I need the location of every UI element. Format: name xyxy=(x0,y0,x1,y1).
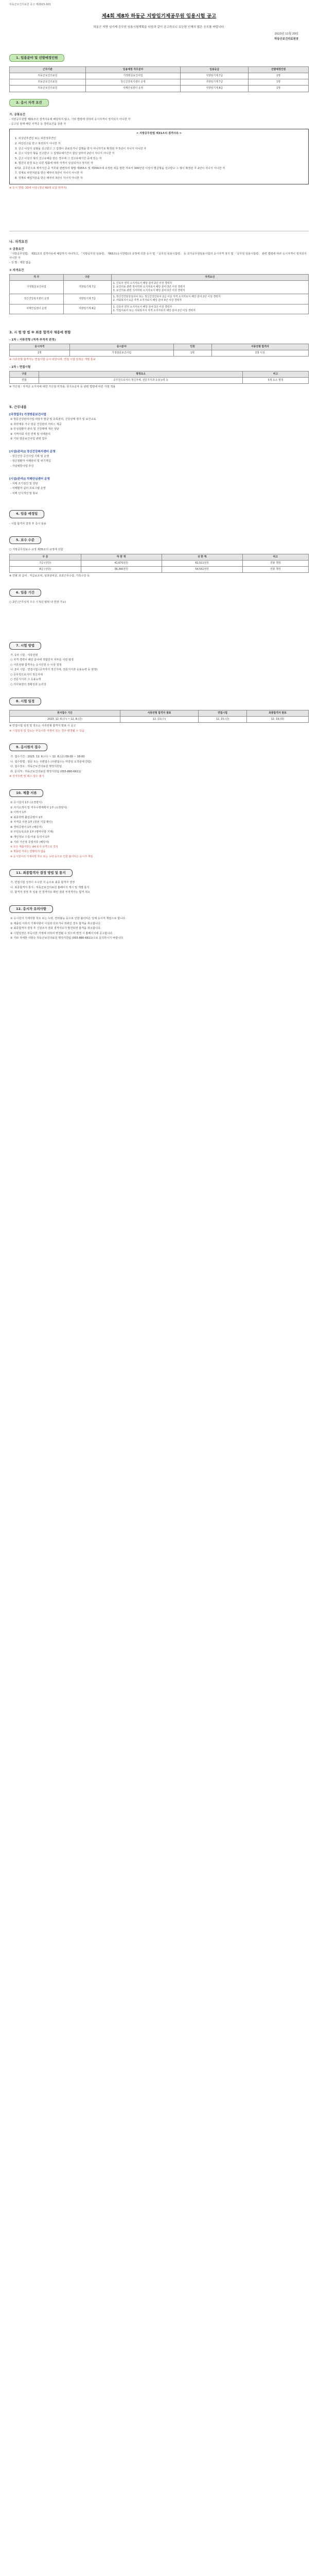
section-heading: 5. 근무내용 xyxy=(9,404,27,409)
notice-page xyxy=(9,0,309,941)
table-cell: 치매안심센터 운영 xyxy=(85,86,180,92)
list-item: ※ 제출된 서류는 반환하지 않음 xyxy=(10,850,46,854)
paragraph: ※ 연봉 외 급여 : 직급보조비, 성과상여금, 초과근무수당, 가족수당 등 xyxy=(9,574,90,578)
table-header: 직 무 xyxy=(10,274,64,280)
disqualification-box xyxy=(9,129,309,184)
list-item: ○ 전문지식과 그 응용능력 xyxy=(10,678,41,682)
table-cell: 지방임기제 7급 xyxy=(181,79,249,86)
subheading: [시설(관리)] 정신건강복지센터 운영 xyxy=(9,450,56,453)
table-header: 구분 xyxy=(63,274,111,280)
paragraph: - 시험 합격자 결정 후 즉시 임용 xyxy=(9,522,46,526)
table-cell: 지방임기제 7급 xyxy=(63,281,111,294)
list-item: ③ 이력서 1부 xyxy=(10,811,27,815)
table-header: 서류전형 합격자 발표 xyxy=(120,710,199,716)
paragraph: 「지방공무원법」 제31조의 결격사유에 해당하지 아니하고, 「지방공무원 임용령」 제65조(응시연령)의 규정에 의한 응시 및 「공무원 임용시험령」 등 국가공무원임용시험의 응시자격 정지 및 「공무원 임용시험령」 관련 법령에 따라 응시자격이 정지되지 아니한 자 xyxy=(9,252,307,260)
table-header: 원서접수 기간 xyxy=(10,710,120,716)
table-cell: 1명 xyxy=(249,79,309,86)
list-item: ⑥ 경력증명서 1부 (해당자) xyxy=(10,825,43,829)
table-row xyxy=(10,716,309,722)
table-row xyxy=(10,350,309,357)
interview-table xyxy=(9,371,309,384)
table-cell: 지방임기제 7급 xyxy=(63,294,111,304)
list-item: - 정신건강 증진사업 기획 및 운영 xyxy=(10,454,49,458)
table-cell: 1명 xyxy=(173,350,211,357)
table-header: 구분 xyxy=(10,371,39,378)
list-item: ※ 모든 제출서류는 A4 용지 규격으로 작성 xyxy=(10,845,58,849)
table-cell: 1. 정신건강임상심리사 또는 정신건강간호사 2급 이상 자격 소지자로서 해당 분야 2년 이상 경력자 2. 사회복지사 1급 자격 소지자로서 해당 분야 3년 이상 경력자 xyxy=(111,294,308,304)
table-cell: 36,390천원 xyxy=(81,567,162,573)
paragraph: - 지방공무원법 제31조의 결격사유에 해당하지 않고, 기타 법령에 의하여 응시자격이 정지되지 아니한 자 xyxy=(9,117,131,121)
subheading: - 1차 : 서류전형 (적격·부적격 판정) xyxy=(9,338,56,342)
table-cell: 1명 xyxy=(10,350,70,357)
table-header: 인원 xyxy=(173,344,211,350)
paragraph: - 공고일 현재 해당 자격증 등 경력요건을 갖춘 자 xyxy=(9,123,66,126)
section-heading: 6. 임용 기간 xyxy=(9,589,41,597)
section-heading: 나. 자격요건 xyxy=(9,239,28,244)
subheading: [시설(관리)] 치매안심센터 운영 xyxy=(9,477,50,481)
table-header: 평정요소 xyxy=(39,371,243,378)
table-header: 임용등급 xyxy=(181,67,249,73)
list-item: ○ 공무원으로서의 정신자세 xyxy=(10,673,43,676)
qualification-table xyxy=(9,274,309,314)
list-item: 2. 파산선고를 받고 복권되지 아니한 자 xyxy=(15,142,61,146)
table-header: 응시자격 xyxy=(10,344,70,350)
table-cell: 2023. 12. 6.(수) ~ 12. 8.(금) xyxy=(10,716,120,722)
list-item: 7. 징계로 파면처분을 받은 때부터 5년이 지나지 아니한 자 xyxy=(15,172,83,175)
table-cell: 지방임기제 8급 xyxy=(63,304,111,314)
list-item: ○ 서류전형 합격자는 응시인원 수 이상 결정 xyxy=(10,663,62,667)
table-cell: 정신건강복지센터 운영 xyxy=(85,79,180,86)
list-item: 6의2. 공무원으로 재직기간 중 직무와 관련하여 형법 제355조 및 제356조에 규정된 죄를 범한 자로서 300만원 이상의 벌금형을 선고받고 그 형이 확정된 후 2년이 지나지 아니한 자 xyxy=(15,166,225,170)
table-cell: 41,670천원 xyxy=(81,560,162,566)
table-header: 비고 xyxy=(242,554,308,560)
table-header: 선발예정인원 xyxy=(249,67,309,73)
section-heading: 3. 시 험 방 법 ※ 최종 합격자 채용에 한함 xyxy=(9,330,71,334)
table-header: 구 분 xyxy=(10,554,81,560)
list-item: ○ 자격·경력이 해당 분야에 적합한지 여부를 서면 평정 xyxy=(10,658,74,662)
list-item: ② 제출된 서류의 기재사항이 사실과 다르거나 허위인 경우 합격을 취소합니다. xyxy=(10,922,101,925)
list-item: ※ 응시원서의 기재사항 착오 또는 누락 등으로 인한 불이익은 응시자 책임 xyxy=(10,855,93,858)
section-heading: 2. 응시 자격 요건 xyxy=(9,99,49,107)
intro-text: 하동군 지방 임기제 공무원 임용시험계획을 다음과 같이 공고하오니 유능한 인재의 많은 응모를 바랍니다. xyxy=(93,26,225,29)
table-cell: 지방임기제 7급 xyxy=(181,73,249,79)
subheading: 가. 공통요건 xyxy=(9,113,26,116)
list-item: ④ 지역사회 자원 연계 및 사례관리 xyxy=(10,432,51,436)
list-item: ○ 의사표현의 정확성과 논리성 xyxy=(10,683,46,686)
schedule-table xyxy=(9,710,309,723)
table-header: 최종합격자 발표 xyxy=(246,710,308,716)
notice-number: 하동군보건의료원 공고 제2023-163 xyxy=(9,3,51,6)
table-cell: 연봉 책정 xyxy=(242,567,308,573)
list-item: ⑤ 기타 자세한 사항은 하동군보건의료원 행정지원팀 (055-880-6611)으로 문의하시기 바랍니다. xyxy=(10,937,124,940)
page-title: 제4회 제8차 하동군 지방임기제공무원 임용시험 공고 xyxy=(101,13,217,20)
list-item: ⑤ 자격증 사본 1부 (원본 지참 확인) xyxy=(10,821,53,824)
table-cell: 하동군보건의료원 xyxy=(10,73,86,79)
table-cell: 1명 xyxy=(249,86,309,92)
table-header: 자격요건 xyxy=(111,274,308,280)
table-cell: 가정방문보건사업 xyxy=(10,281,64,294)
list-item: 4. 금고 이상의 형을 선고받고 그 집행유예기간이 끝난 날부터 2년이 지나지 아니한 자 xyxy=(15,152,115,156)
red-note: ※ 서류전형 합격자는 면접시험 응시 대상이며, 면접 시험 일정은 개별 통보 xyxy=(9,358,96,362)
list-item: ⑤ 기타 방문보건사업 관련 업무 xyxy=(10,437,47,441)
paragraph: ※ 가산점 : 자격증 소지자에 대한 가산점 미적용, 국가유공자 등 관련 법령에 따른 가점 적용 xyxy=(9,385,116,389)
section-heading: 5. 보수 수준 xyxy=(9,536,41,544)
table-cell: 정신건강복지센터 운영 xyxy=(10,294,64,304)
list-item: ⑦ 주민등록초본 1부 (병역사항 기재) xyxy=(10,831,54,834)
list-item: 가. 면접시험 성적이 우수한 자 순으로 최종 합격자 결정 xyxy=(10,881,75,885)
list-item: 가. 1차 시험 : 서류전형 xyxy=(10,653,38,657)
list-item: ① 응시원서 기재사항 착오 또는 누락, 연락불능 등으로 인한 불이익은 일체 응시자 책임으로 합니다. xyxy=(10,917,126,920)
table-cell: 1. 간호사 면허 소지자로서 해당 분야 1년 이상 경력자 2. 작업치료사 또는 사회복지사 자격 소지자로서 해당 분야 2년 이상 경력자 xyxy=(111,304,308,314)
list-item: 나. 접수방법 : 방문 또는 우편접수 (우편접수는 마감일 도착분에 한함) xyxy=(10,760,92,764)
section-heading: 11. 최종합격자 결정 방법 및 통지 xyxy=(9,869,73,877)
list-item: - 정신질환자 사례관리 및 위기개입 xyxy=(10,460,51,463)
list-item: ① 방문건강관리사업 대상자 발굴 및 등록관리, 건강상태 평가 및 보건교육 xyxy=(10,418,96,421)
table-cell: 공무원으로서의 정신자세, 전문지식과 응용능력 등 xyxy=(39,378,243,384)
table-row xyxy=(10,304,309,314)
section-heading: 4. 임용 예정일 xyxy=(9,510,44,518)
list-item: ③ 최종합격자 결정 후 신원조사 결과 결격사유가 발견되면 합격을 취소합니다. xyxy=(10,927,101,930)
paragraph: ○ 지방공무원보수 규정 제35조의 규정에 의함 xyxy=(9,548,63,552)
salary-table xyxy=(9,554,309,573)
table-cell: 54,551천원 xyxy=(162,567,242,573)
table-cell: 가정방문보건사업 xyxy=(85,73,180,79)
table-cell: 1. 간호사 면허 소지자로서 해당 분야 2년 이상 경력자 2. 보건의료 관련 학사학위 소지자로서 해당 분야 3년 이상 경력자 3. 보건의료 관련 석사학위 소지자로서 해당 분야 1년 이상 경력자 xyxy=(111,281,308,294)
table-row xyxy=(10,560,309,566)
section-heading: 1. 임용분야 및 선발예정인원 xyxy=(9,54,64,62)
table-cell: 하동군보건의료원 xyxy=(10,86,86,92)
table-cell: 12. 13.(수) xyxy=(120,716,199,722)
list-item: 가. 접수기간 : 2023. 12. 6.(수) ~ 12. 8.(금) 09:00 ~ 18:00 xyxy=(10,755,85,759)
age-note: ※ 응시 연령: 20세 이상 (정년 60세 도달 전까지) xyxy=(9,187,67,190)
table-cell: 8급 (상당) xyxy=(10,567,81,573)
subheading: - 2차 : 면접시험 xyxy=(9,365,31,369)
table-header: 면접시험 xyxy=(199,710,247,716)
list-item: ① 응시원서 1부 (소정양식) xyxy=(10,801,43,805)
list-item: ④ 시험일정은 부득이한 사정에 의하여 변경될 수 있으며 변경 시 홈페이지에 공고합니다. xyxy=(10,931,113,935)
table-header: 응시분야 xyxy=(69,344,173,350)
section-heading: 10. 제출 서류 xyxy=(9,789,43,797)
list-item: - 치매 인식개선 및 홍보 xyxy=(10,492,38,495)
table-row xyxy=(10,79,309,86)
list-item: ⑨ 기타 가산점 증빙서류 (해당자) xyxy=(10,840,49,844)
list-item: ③ 만성질환자 관리 및 건강행태 개선 상담 xyxy=(10,428,59,431)
table-cell: 1명 xyxy=(249,73,309,79)
list-item: 6. 법원의 판결 또는 다른 법률에 따라 자격이 상실되거나 정지된 자 xyxy=(15,162,93,165)
table-cell: 지방임기제 8급 xyxy=(181,86,249,92)
table-row xyxy=(10,294,309,304)
table-header: 서류전형 합격자 xyxy=(211,344,308,350)
table-cell: 1명 이상 xyxy=(211,350,308,357)
list-item: ⑧ 개인정보 수집·이용 동의서 1부 xyxy=(10,836,50,839)
table-cell: 면접 xyxy=(10,378,39,384)
list-item: 3. 금고 이상의 실형을 선고받고 그 집행이 종료되거나 집행을 받지 아니하기로 확정된 후 5년이 지나지 아니한 자 xyxy=(15,147,147,150)
list-item: - 치매 조기검진 및 상담 xyxy=(10,482,38,485)
list-item: 8. 징계로 해임처분을 받은 때부터 3년이 지나지 아니한 자 xyxy=(15,176,83,180)
table-cell: 7급 (상당) xyxy=(10,560,81,566)
section-heading: 12. 응시자 유의사항 xyxy=(9,905,53,913)
list-item: - 자살예방사업 추진 xyxy=(10,464,34,468)
section-heading: 7. 시험 방법 xyxy=(9,642,41,650)
table-cell: 하동군보건의료원 xyxy=(10,79,86,86)
list-item: - 치매환자 쉼터 프로그램 운영 xyxy=(10,487,46,490)
red-note: ※ 전자우편 및 팩스 접수 불가 xyxy=(9,775,44,778)
table-row xyxy=(10,281,309,294)
table-cell: 12. 15.(금) xyxy=(199,716,247,722)
list-item: 라. 문의처 : 하동군보건의료원 행정지원팀 (055-880-6611) xyxy=(10,770,81,773)
list-item: ② 자기소개서 및 직무수행계획서 1부 (소정양식) xyxy=(10,806,67,809)
subheading: ② 자격요건 xyxy=(9,268,24,272)
paragraph: ○ 2년 (근무성적 우수 시 5년 범위 내 연장 가능) xyxy=(9,600,66,604)
section-heading: 8. 시험 일정 xyxy=(9,698,41,705)
section-heading: 9. 응시원서 접수 xyxy=(9,743,47,751)
paragraph: - 성 별 : 제한 없음 xyxy=(9,261,31,265)
screening-table xyxy=(9,344,309,357)
list-item: 다. 접수장소 : 하동군보건의료원 행정지원팀 xyxy=(10,765,62,769)
table-header: 임용예정 직무분야 xyxy=(85,67,180,73)
subheading: ① 공통요건 xyxy=(9,248,24,251)
red-note: ※ 시험일정 및 장소는 부득이한 사정이 있는 경우 변경될 수 있음 xyxy=(9,729,85,733)
table-header: 상 한 액 xyxy=(162,554,242,560)
list-item: 1. 피성년후견인 또는 피한정후견인 xyxy=(15,137,57,141)
table-row xyxy=(10,86,309,92)
list-item: ② 취약계층 가구 방문 건강관리 서비스 제공 xyxy=(10,422,62,426)
table-cell: 치매안심센터 운영 xyxy=(10,304,64,314)
table-header: 하 한 액 xyxy=(81,554,162,560)
list-item: 나. 최종합격자 통지 : 하동군보건의료원 홈페이지 게시 및 개별 통지 xyxy=(10,886,90,889)
list-item: 5. 금고 이상의 형의 선고유예를 받은 경우에 그 선고유예기간 중에 있는 자 xyxy=(15,157,102,160)
table-row xyxy=(10,567,309,573)
table-row xyxy=(10,378,309,384)
table-cell: 가정방문보건사업 xyxy=(69,350,173,357)
table-row xyxy=(10,73,309,79)
paragraph: ※ 면접시험 일정 및 장소는 서류전형 합격자 발표 시 공고 xyxy=(9,724,76,728)
table-cell: 12. 19.(화) xyxy=(246,716,308,722)
subheading: [국정업무] 가정방문보건사업 xyxy=(9,413,46,417)
table-cell: 5개 요소 평정 xyxy=(243,378,309,384)
table-header: 비고 xyxy=(243,371,309,378)
table-header: 근무기관 xyxy=(10,67,86,73)
recruitment-table xyxy=(9,66,309,92)
list-item: 다. 합격자 결정 후 임용 전 결격사유 확인 결과 부적격자는 합격 취소 xyxy=(10,891,91,894)
table-cell: 연봉 책정 xyxy=(242,560,308,566)
notice-date: 2023년 11월 29일 xyxy=(274,32,298,36)
list-item: 나. 2차 시험 : 면접시험 (공직자의 정신자세, 전문지식과 응용능력 등 평정) xyxy=(10,668,98,672)
box-title: < 지방공무원법 제31조의 결격사유 > xyxy=(136,131,182,135)
table-cell: 62,511천원 xyxy=(162,560,242,566)
list-item: ④ 최종학력 졸업증명서 1부 xyxy=(10,816,43,819)
issuer: 하동군보건의료원장 xyxy=(274,37,298,41)
